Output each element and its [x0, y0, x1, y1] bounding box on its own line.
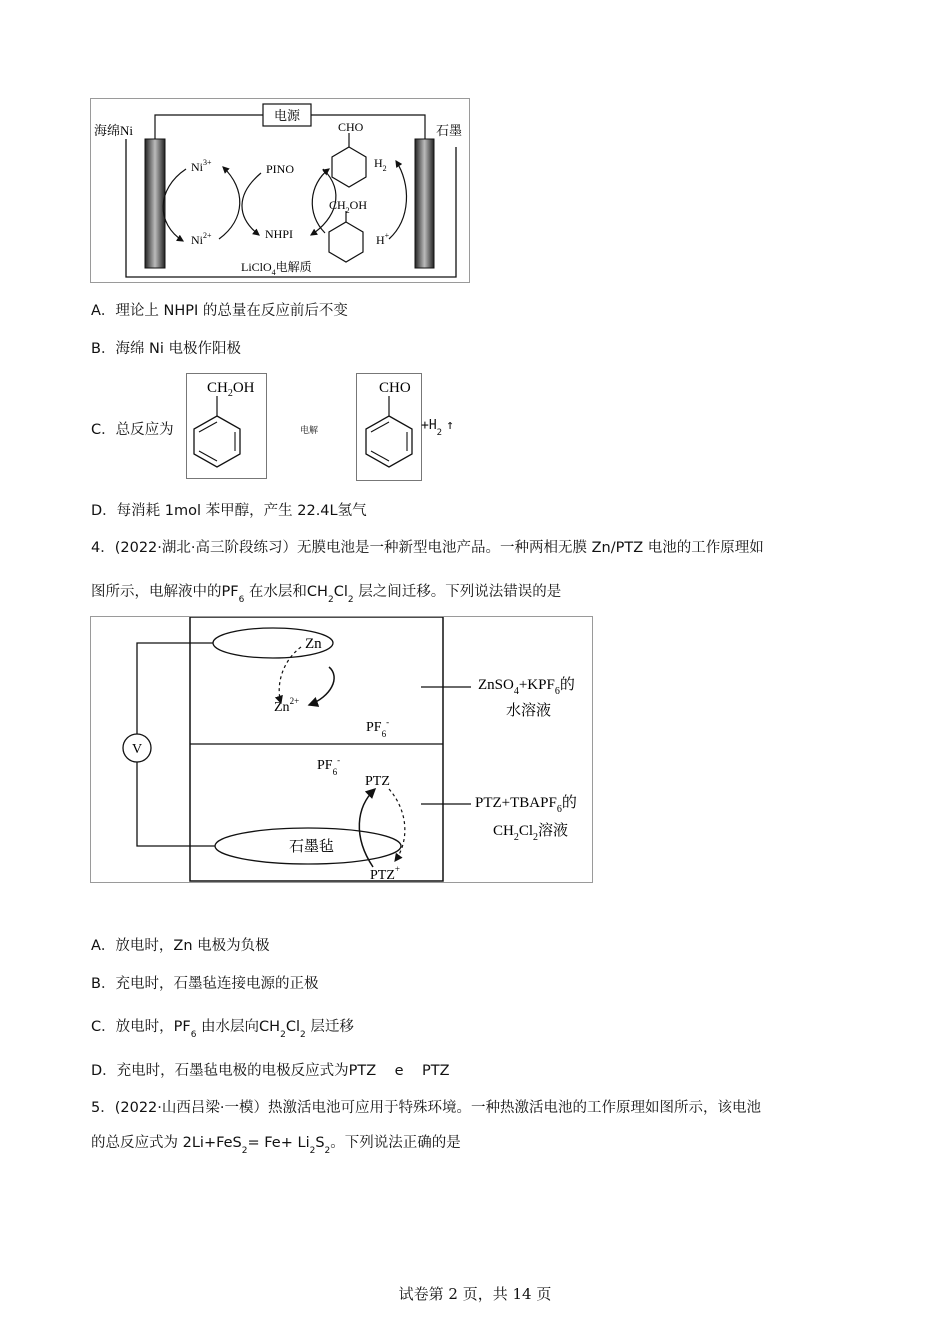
graphite-label: 石墨 — [436, 123, 463, 138]
q3-option-c-prefix: C．总反应为 — [91, 422, 174, 438]
battery-diagram — [91, 617, 592, 882]
electrolysis-figure — [90, 98, 470, 283]
q5-stem-line2: 的总反应式为 $2Li+FeS_2= Fe+ Li_2S_2$。下列说法正确的是 — [91, 1135, 461, 1156]
sponge-ni-label: 海绵Ni — [94, 123, 134, 138]
q3-option-a: A．理论上 NHPI 的总量在反应前后不变 — [91, 303, 348, 319]
pf6-top-label: $PF_6^-$ — [366, 717, 390, 739]
ni-arrow-right — [219, 167, 240, 239]
graphite-electrode — [415, 139, 434, 268]
svg-text:CH2OH: $CH_2OH$ — [207, 380, 255, 399]
electrolyte-label: LiClO$_4$电解质 — [241, 260, 312, 277]
pf6-bottom-label: $PF_6^-$ — [317, 755, 341, 777]
electrolysis-diagram — [91, 99, 469, 282]
ptzplus-label: PTZ+ — [370, 864, 400, 882]
q5-stem-line1: 5．(2022·山西吕梁·一模）热激活电池可应用于特殊环境。一种热激活电池的工作原理如图所示，该电池 — [91, 1100, 761, 1116]
ptz-label: PTZ — [365, 774, 390, 789]
q4-option-d: D．充电时，石墨毡电极的电极反应式为PTZ e PTZ — [91, 1063, 450, 1079]
zn2-label: $Zn^{2+}$ — [274, 696, 300, 715]
power-label: 电源 — [273, 108, 301, 123]
organic-label-line1: $PTZ+TBAPF_6$的 — [475, 795, 577, 815]
q3-option-b: B．海绵 Ni 电极作阳极 — [91, 341, 242, 357]
aqueous-label-line2: 水溶液 — [506, 703, 552, 719]
wire-right — [311, 115, 425, 139]
oxidation-arrow — [312, 169, 329, 233]
graphite-felt-label: 石墨毡 — [289, 839, 335, 855]
organic-label-line2: $CH_2Cl_2$溶液 — [493, 823, 569, 843]
benzaldehyde-ring — [332, 147, 366, 187]
sponge-ni-electrode — [145, 139, 165, 268]
zn-label: Zn — [305, 636, 322, 652]
hydrogen-arrow — [389, 161, 406, 239]
beaker — [126, 139, 456, 277]
q3-option-d: D．每消耗 1mol 苯甲醇，产生 22.4L氢气 — [91, 503, 367, 519]
battery-figure — [90, 616, 593, 883]
svg-text:CHO: CHO — [379, 380, 411, 396]
benzyl-alcohol-ring — [329, 222, 363, 262]
q4-stem-line2: 图所示，电解液中的$PF_6$ 在水层和$CH_2Cl_2$ 层之间迁移。下列说法错误的是 — [91, 584, 562, 605]
nhpi-label: NHPI — [265, 227, 294, 241]
cho-label: CHO — [338, 120, 364, 134]
q3-electrolysis-condition: 电解 — [300, 426, 319, 436]
hplus-label: H+ — [376, 231, 390, 247]
voltmeter-label: V — [131, 742, 143, 757]
ni2-label: $Ni^{2+}$ — [191, 231, 212, 247]
ni3-label: $Ni^{3+}$ — [191, 158, 212, 174]
aqueous-label-line1: $ZnSO_4+KPF_6$的 — [478, 677, 575, 697]
benzyl-alcohol-structure — [186, 373, 267, 479]
benzaldehyde-structure — [356, 373, 422, 481]
ni-arrow-left — [163, 169, 186, 241]
zn-discharge-arrow — [309, 667, 334, 705]
q4-stem-line1: 4．(2022·湖北·高三阶段练习）无膜电池是一种新型电池产品。一种两相无膜 Zn/PTZ 电池的工作原理如 — [91, 540, 764, 556]
wire-left — [155, 115, 263, 139]
nhpi-arrow-left — [242, 173, 261, 235]
h2-label: $H_2$ — [374, 156, 387, 173]
q4-option-b: B．充电时，石墨毡连接电源的正极 — [91, 976, 319, 992]
q4-option-a: A．放电时，Zn 电极为负极 — [91, 938, 270, 954]
q3-option-c-suffix: $+H_2$ ↑ — [421, 418, 454, 438]
page-footer: 试卷第 2 页，共 14 页 — [398, 1285, 552, 1303]
pino-label: PINO — [266, 162, 295, 176]
q4-option-c: C．放电时，$PF_6$ 由水层向$CH_2Cl_2$ 层迁移 — [91, 1019, 354, 1040]
ch2oh-label: $CH_2OH$ — [329, 198, 368, 215]
